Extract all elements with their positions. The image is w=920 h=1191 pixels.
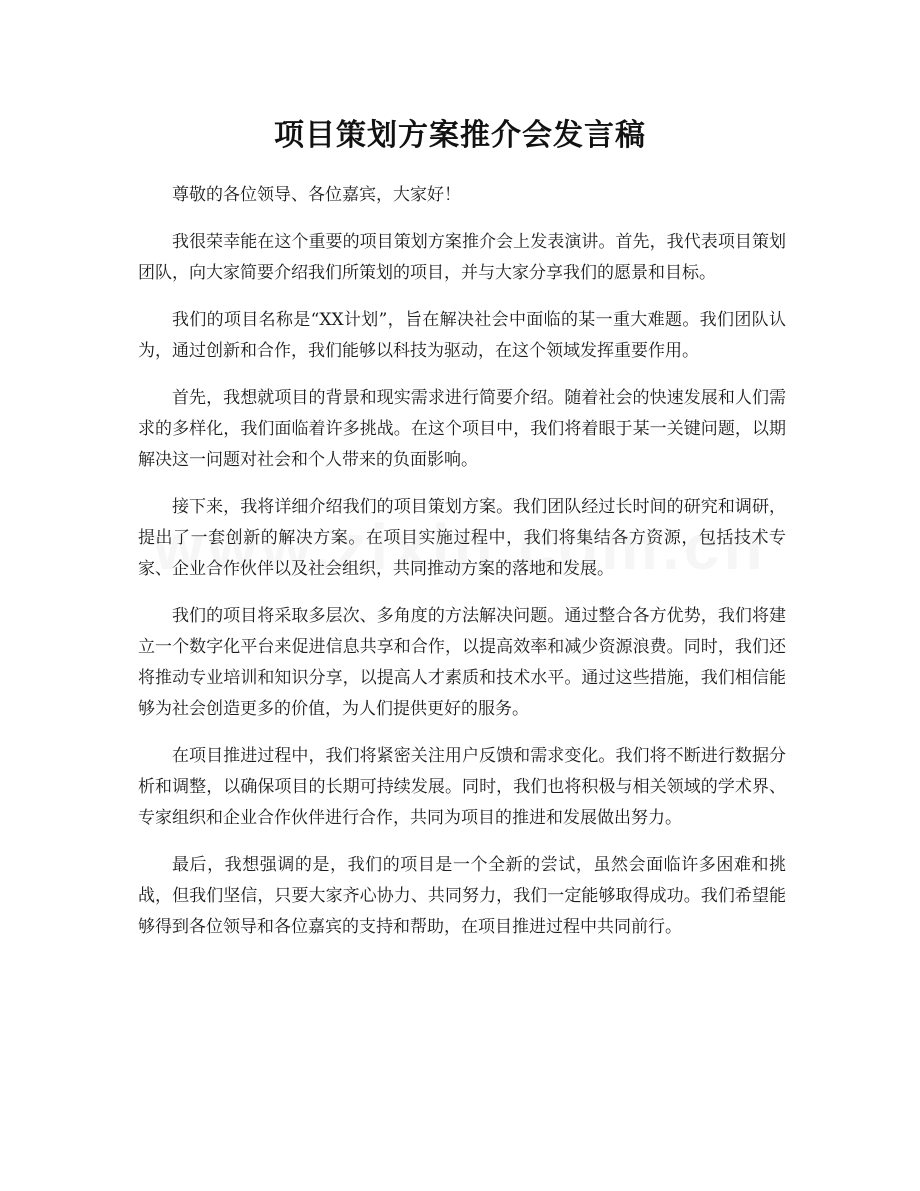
paragraph-greeting: 尊敬的各位领导、各位嘉宾，大家好！ (172, 185, 461, 205)
paragraph-progress: 在项目推进过程中，我们将紧密关注用户反馈和需求变化。我们将不断进行数据分析和调整，以确保项目的长期可持续发展。同时，我们也将积极与相关领域的学术界、专家组织和企业合作伙伴进行合作，共同为项目的推进和发展做出努力。 (138, 746, 786, 828)
paragraph-introduction: 我很荣幸能在这个重要的项目策划方案推介会上发表演讲。首先，我代表项目策划团队，向大家简要介绍我们所策划的项目，并与大家分享我们的愿景和目标。 (138, 232, 786, 283)
paragraph-background: 首先，我想就项目的背景和现实需求进行简要介绍。随着社会的快速发展和人们需求的多样化，我们面临着许多挑战。在这个项目中，我们将着眼于某一关键问题，以期解决这一问题对社会和个人带来的负面影响。 (138, 388, 786, 470)
paragraph-plan-details: 接下来，我将详细介绍我们的项目策划方案。我们团队经过长时间的研究和调研，提出了一套创新的解决方案。在项目实施过程中，我们将集结各方资源，包括技术专家、企业合作伙伴以及社会组织，共同推动方案的落地和发展。 (138, 497, 786, 579)
paragraph-methods: 我们的项目将采取多层次、多角度的方法解决问题。通过整合各方优势，我们将建立一个数字化平台来促进信息共享和合作，以提高效率和减少资源浪费。同时，我们还将推动专业培训和知识分享，以提高人才素质和技术水平。通过这些措施，我们相信能够为社会创造更多的价值，为人们提供更好的服务。 (138, 606, 786, 719)
document-body (138, 180, 786, 959)
document-title: 项目策划方案推介会发言稿 (274, 118, 646, 153)
paragraph-project-name: 我们的项目名称是“XX计划”，旨在解决社会中面临的某一重大难题。我们团队认为，通过创新和合作，我们能够以科技为驱动，在这个领域发挥重要作用。 (138, 310, 786, 361)
paragraph-conclusion: 最后，我想强调的是，我们的项目是一个全新的尝试，虽然会面临许多困难和挑战，但我们坚信，只要大家齐心协力、共同努力，我们一定能够取得成功。我们希望能够得到各位领导和各位嘉宾的支持和帮助，在项目推进过程中共同前行。 (138, 855, 786, 937)
